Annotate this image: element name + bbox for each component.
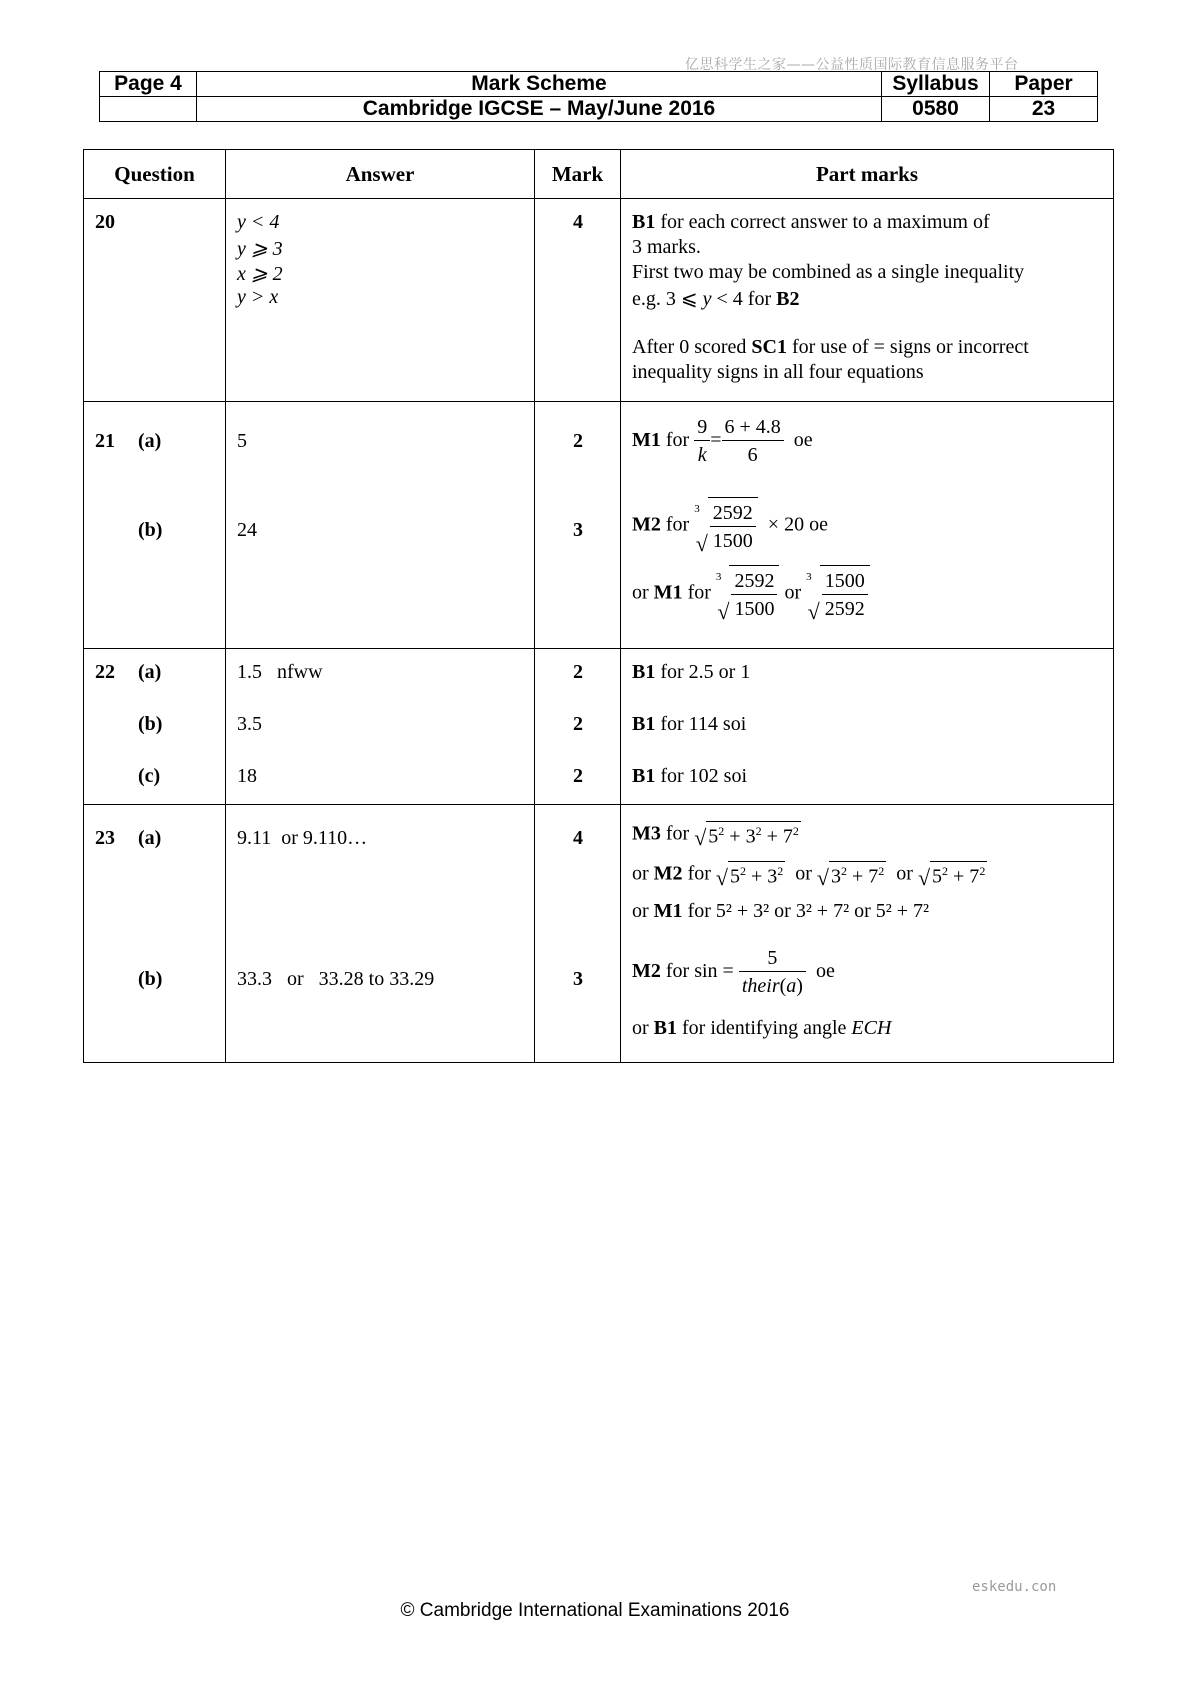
answer-value: 24	[237, 519, 257, 541]
square-root: √ $3^2 + 7^2$	[817, 861, 886, 889]
mark-value: 2	[573, 713, 583, 735]
part-mark-line: First two may be combined as a single inequality	[632, 261, 1025, 283]
question-number: 20	[95, 211, 115, 233]
page-number: Page 4	[100, 72, 197, 97]
watermark-top: 亿思科学生之家——公益性质国际教育信息服务平台	[685, 57, 1019, 73]
header-subtitle: Cambridge IGCSE – May/June 2016	[197, 97, 882, 122]
square-root: √ $5^2 + 7^2$	[918, 861, 987, 889]
part-label: (b)	[138, 519, 163, 541]
answer-value: 33.3 or 33.28 to 33.29	[237, 968, 435, 990]
cube-root: 3 √ $\frac{1500}{2592}$	[806, 565, 870, 623]
syllabus-value: 0580	[882, 97, 990, 122]
part-mark-line: 3 marks.	[632, 236, 701, 258]
paper-value: 23	[990, 97, 1098, 122]
document-header	[99, 71, 1098, 122]
mark-value: 4	[573, 211, 583, 233]
part-mark-line: or M1 for 5² + 3² or 3² + 7² or 5² + 7²	[632, 900, 930, 922]
answer-value: 1.5 nfww	[237, 661, 323, 683]
part-mark-line: B1 for each correct answer to a maximum of	[632, 211, 990, 233]
part-mark-line: inequality signs in all four equations	[632, 361, 924, 383]
fraction: $\frac{5}{\text{their(a)}}$	[739, 945, 806, 1000]
mark-value: 2	[573, 661, 583, 683]
table-row	[84, 402, 1114, 649]
syllabus-label: Syllabus	[882, 72, 990, 97]
part-mark-line: B1 for 2.5 or 1	[632, 661, 751, 683]
part-mark-line: or B1 for identifying angle ECH	[632, 1017, 892, 1039]
table-row	[84, 649, 1114, 805]
col-part-marks: Part marks	[621, 150, 1114, 199]
mark-value: 3	[573, 968, 583, 990]
fraction: $\frac{9}{k}$	[694, 414, 710, 469]
part-label: (a)	[138, 430, 162, 452]
col-answer: Answer	[226, 150, 535, 199]
part-mark-line: e.g. 3 ⩽ y < 4 for B2	[632, 288, 800, 310]
question-number: 22	[95, 661, 115, 683]
part-label: (b)	[138, 713, 163, 735]
cube-root: 3 √ $\frac{2592}{1500}$	[716, 565, 780, 623]
cube-root: 3 √ $\frac{2592}{1500}$	[694, 497, 758, 555]
mark-value: 4	[573, 827, 583, 849]
square-root: √ $5^2 + 3^2 + 7^2$	[694, 821, 801, 849]
table-row	[84, 805, 1114, 1063]
part-mark-line: or M2 for √ $5^2 + 3^2$ or √ $3^2 + 7^2$ or √ $5^2 + 7^2$	[632, 862, 986, 890]
part-label: (b)	[138, 968, 163, 990]
answer-line: x ⩾ 2	[237, 263, 283, 285]
part-mark-line: B1 for 102 soi	[632, 765, 748, 787]
mark-value: 2	[573, 765, 583, 787]
part-mark-line: M2 for 3 √ $\frac{2592}{1500}$ × 20 oe	[632, 497, 828, 555]
fraction: $\frac{6 + 4.8}{6}$	[722, 414, 784, 469]
part-mark-line: or M1 for 3 √ $\frac{2592}{1500}$ or 3 √ $\frac{1500}{2592}$	[632, 565, 870, 623]
answer-line: y < 4	[237, 211, 280, 233]
part-mark-line: After 0 scored SC1 for use of = signs or incorrect	[632, 336, 1029, 358]
answer-line: y ⩾ 3	[237, 238, 283, 260]
square-root: √ $5^2 + 3^2$	[716, 861, 785, 889]
header-title: Mark Scheme	[197, 72, 882, 97]
answer-value: 18	[237, 765, 257, 787]
mark-value: 3	[573, 519, 583, 541]
answer-value: 5	[237, 430, 247, 452]
mark-value: 2	[573, 430, 583, 452]
answer-value: 9.11 or 9.110…	[237, 827, 368, 849]
col-question: Question	[84, 150, 226, 199]
part-mark-line: B1 for 114 soi	[632, 713, 747, 735]
part-label: (a)	[138, 661, 162, 683]
part-mark-line: M1 for $\frac{9}{k}$ = $\frac{6 + 4.8}{6}$ oe	[632, 414, 813, 469]
answer-line: y > x	[237, 286, 279, 308]
question-number: 21	[95, 430, 115, 452]
table-header-row	[84, 150, 1114, 199]
part-label: (a)	[138, 827, 162, 849]
col-mark: Mark	[535, 150, 621, 199]
table-row	[84, 199, 1114, 402]
part-mark-line: M3 for √ $5^2 + 3^2 + 7^2$	[632, 822, 799, 850]
answer-value: 3.5	[237, 713, 262, 735]
part-label: (c)	[138, 765, 161, 787]
watermark-bottom: eskedu.con	[972, 1579, 1057, 1595]
part-mark-line: M2 for sin = $\frac{5}{\text{their(a)}}$ oe	[632, 945, 835, 1000]
mark-scheme-table	[83, 149, 1114, 1063]
question-number: 23	[95, 827, 115, 849]
paper-label: Paper	[990, 72, 1098, 97]
copyright-footer: © Cambridge International Examinations 2016	[400, 1600, 790, 1621]
